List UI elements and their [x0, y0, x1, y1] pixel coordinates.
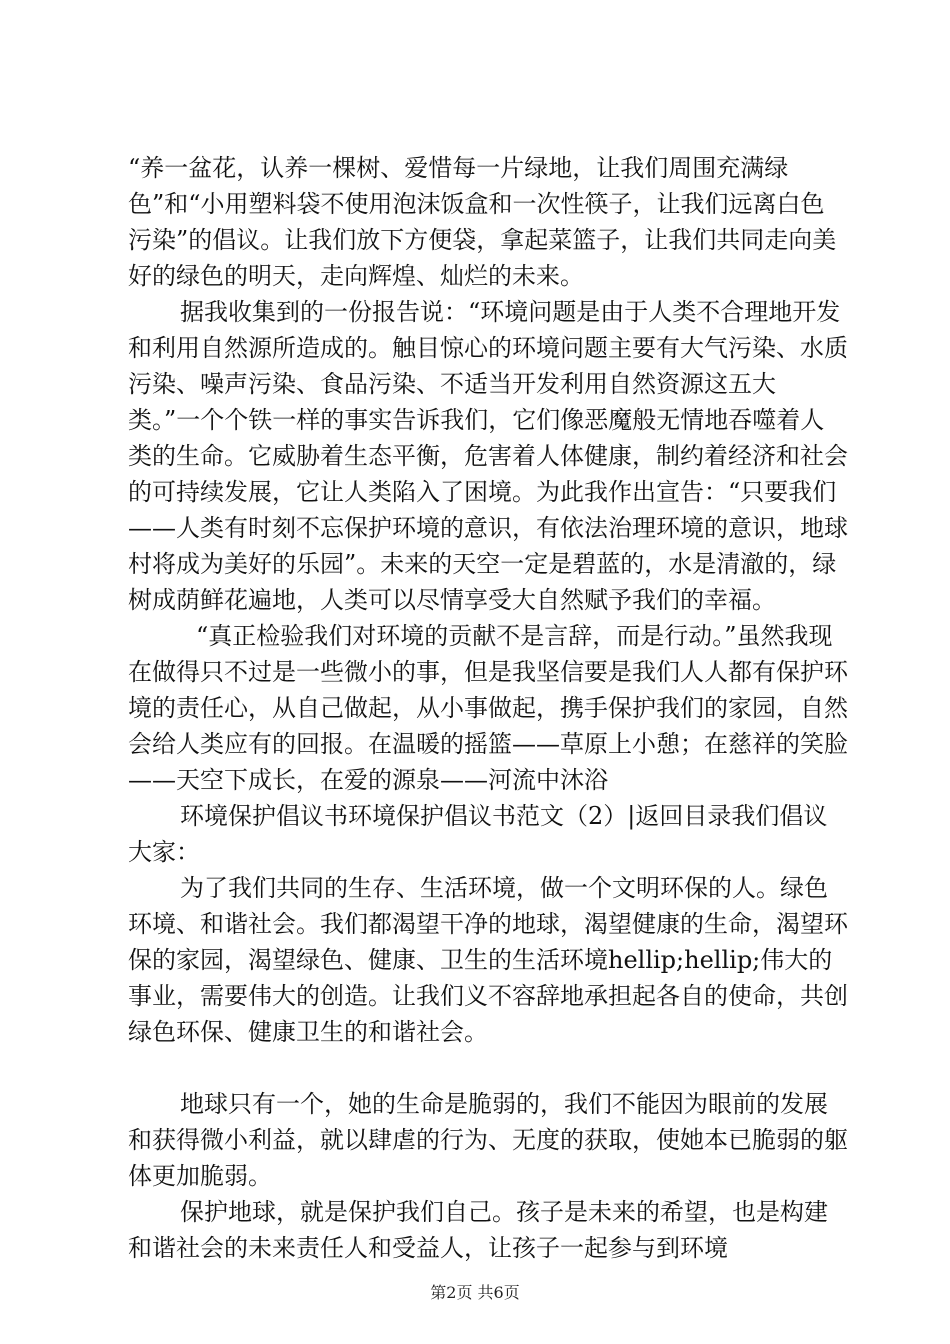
document-body: [128, 150, 848, 1266]
paragraph-1: “养一盆花，认养一棵树、爱惜每一片绿地，让我们周围充满绿色”和“小用塑料袋不使用泡沫饭盒和一次性筷子，让我们远离白色污染”的倡议。让我们放下方便袋，拿起菜篮子，让我们共同走向美好的绿色的明天，走向辉煌、灿烂的未来。: [128, 154, 837, 290]
paragraph-3: “真正检验我们对环境的贡献不是言辞，而是行动。”虽然我现在做得只不过是一些微小的事，但是我坚信要是我们人人都有保护环境的责任心，从自己做起，从小事做起，携手保护我们的家园，自然会给人类应有的回报。在温暖的摇篮——草原上小憩；在慈祥的笑脸——天空下成长，在爱的源泉——河流中沐浴: [128, 622, 848, 794]
paragraph-6: 地球只有一个，她的生命是脆弱的，我们不能因为眼前的发展和获得微小利益，就以肆虐的行为、无度的获取，使她本已脆弱的躯体更加脆弱。: [128, 1090, 848, 1190]
paragraph-5: 为了我们共同的生存、生活环境，做一个文明环保的人。绿色环境、和谐社会。我们都渴望干净的地球，渴望健康的生命，渴望环保的家园，渴望绿色、健康、卫生的生活环境hellip;hellip;伟大的事业，需要伟大的创造。让我们义不容辞地承担起各自的使命，共创绿色环保、健康卫生的和谐社会。: [128, 874, 848, 1046]
paragraph-2: 据我收集到的一份报告说：“环境问题是由于人类不合理地开发和利用自然源所造成的。触目惊心的环境问题主要有大气污染、水质污染、噪声污染、食品污染、不适当开发利用自然资源这五大类。”一个个铁一样的事实告诉我们，它们像恶魔般无情地吞噬着人类的生命。它威胁着生态平衡，危害着人体健康，制约着经济和社会的可持续发展，它让人类陷入了困境。为此我作出宣告：“只要我们——人类有时刻不忘保护环境的意识，有依法治理环境的意识，地球村将成为美好的乐园”。未来的天空一定是碧蓝的，水是清澈的，绿树成荫鲜花遍地，人类可以尽情享受大自然赋予我们的幸福。: [128, 298, 848, 614]
paragraph-4: 环境保护倡议书环境保护倡议书范文（2）|返回目录我们倡议大家：: [128, 802, 828, 866]
page-footer: 第2页 共6页: [430, 1283, 520, 1302]
paragraph-gap: [128, 1050, 848, 1086]
paragraph-7: 保护地球，就是保护我们自己。孩子是未来的希望，也是构建和谐社会的未来责任人和受益人，让孩子一起参与到环境: [128, 1198, 828, 1262]
